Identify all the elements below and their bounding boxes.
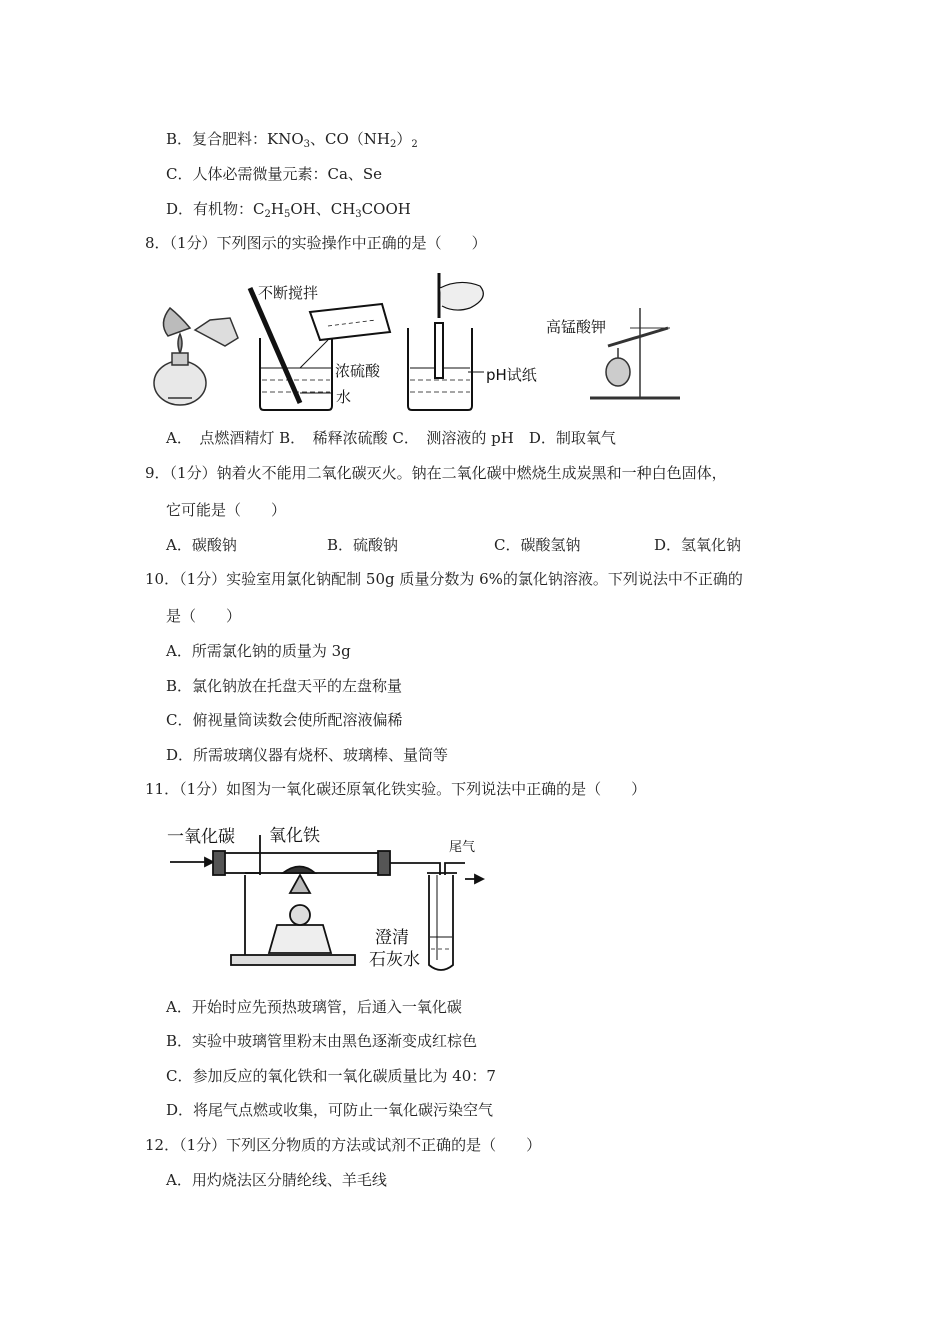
label-co: 一氧化碳 xyxy=(167,827,235,847)
label-tail-gas: 尾气 xyxy=(449,840,476,855)
q11-option-a: A．开始时应先预热玻璃管，后通入一氧化碳 xyxy=(166,998,462,1016)
q7-option-b: B．复合肥料：$KNO_3$、$CO(NH_2)_2$ xyxy=(166,130,418,150)
label-ph-paper: pH试纸 xyxy=(486,366,537,384)
alcohol-lamp-figure xyxy=(154,308,238,405)
label-conc-acid: 浓硫酸 xyxy=(335,362,381,380)
q10-stem-line2: 是（ ） xyxy=(166,607,242,625)
label-kmno4: 高锰酸钾 xyxy=(546,318,607,336)
label-limewater-2: 石灰水 xyxy=(369,950,420,970)
q10-option-d: D．所需玻璃仪器有烧杯、玻璃棒、量筒等 xyxy=(166,746,449,764)
q10-option-c: C．俯视量筒读数会使所配溶液偏稀 xyxy=(166,711,403,729)
q11-option-d: D．将尾气点燃或收集，可防止一氧化碳污染空气 xyxy=(166,1101,494,1119)
q7-option-c: C．人体必需微量元素：Ca、Se xyxy=(166,165,383,183)
q8-options: A． 点燃酒精灯 B． 稀释浓硫酸 C． 测溶液的 pH D．制取氧气 xyxy=(166,429,616,447)
beaker-dilution-figure xyxy=(250,288,390,410)
q7-option-d: D．有机物：$C_2H_5OH$、$CH_3COOH$ xyxy=(166,200,411,220)
label-fe2o3: 氧化铁 xyxy=(269,826,320,846)
q11-option-c: C．参加反应的氧化铁和一氧化碳质量比为 40：7 xyxy=(166,1067,496,1085)
q8-figure xyxy=(150,268,690,418)
q9-stem-line2: 它可能是（ ） xyxy=(166,501,287,519)
label-water: 水 xyxy=(336,388,352,406)
label-stir: 不断搅拌 xyxy=(258,284,319,302)
q11-option-b: B．实验中玻璃管里粉末由黑色逐渐变成红棕色 xyxy=(166,1032,478,1050)
q8-stem: 8．（1分）下列图示的实验操作中正确的是（ ） xyxy=(145,234,487,252)
ph-test-figure xyxy=(408,273,484,410)
q12-stem: 12．（1分）下列区分物质的方法或试剂不正确的是（ ） xyxy=(145,1136,542,1154)
q9-option-a: A．碳酸钠 xyxy=(166,536,237,554)
q9-option-d: D．氢氧化钠 xyxy=(654,536,742,554)
q11-stem: 11．（1分）如图为一氧化碳还原氧化铁实验。下列说法中正确的是（ ） xyxy=(145,780,647,798)
q12-option-a: A．用灼烧法区分腈纶线、羊毛线 xyxy=(166,1171,387,1189)
label-limewater-1: 澄清 xyxy=(375,928,409,948)
q9-option-c: C．碳酸氢钠 xyxy=(494,536,581,554)
q9-option-b: B．硫酸钠 xyxy=(327,536,399,554)
q10-option-b: B．氯化钠放在托盘天平的左盘称量 xyxy=(166,677,403,695)
co-reduction-apparatus xyxy=(170,835,483,970)
q11-figure xyxy=(165,815,495,980)
q10-stem-line1: 10．（1分）实验室用氯化钠配制 50g 质量分数为 6%的氯化钠溶液。下列说法中不正确的 xyxy=(145,570,743,588)
q9-stem-line1: 9．（1分）钠着火不能用二氧化碳灭火。钠在二氧化碳中燃烧生成炭黑和一种白色固体， xyxy=(145,464,727,482)
q10-option-a: A．所需氯化钠的质量为 3g xyxy=(166,642,351,660)
